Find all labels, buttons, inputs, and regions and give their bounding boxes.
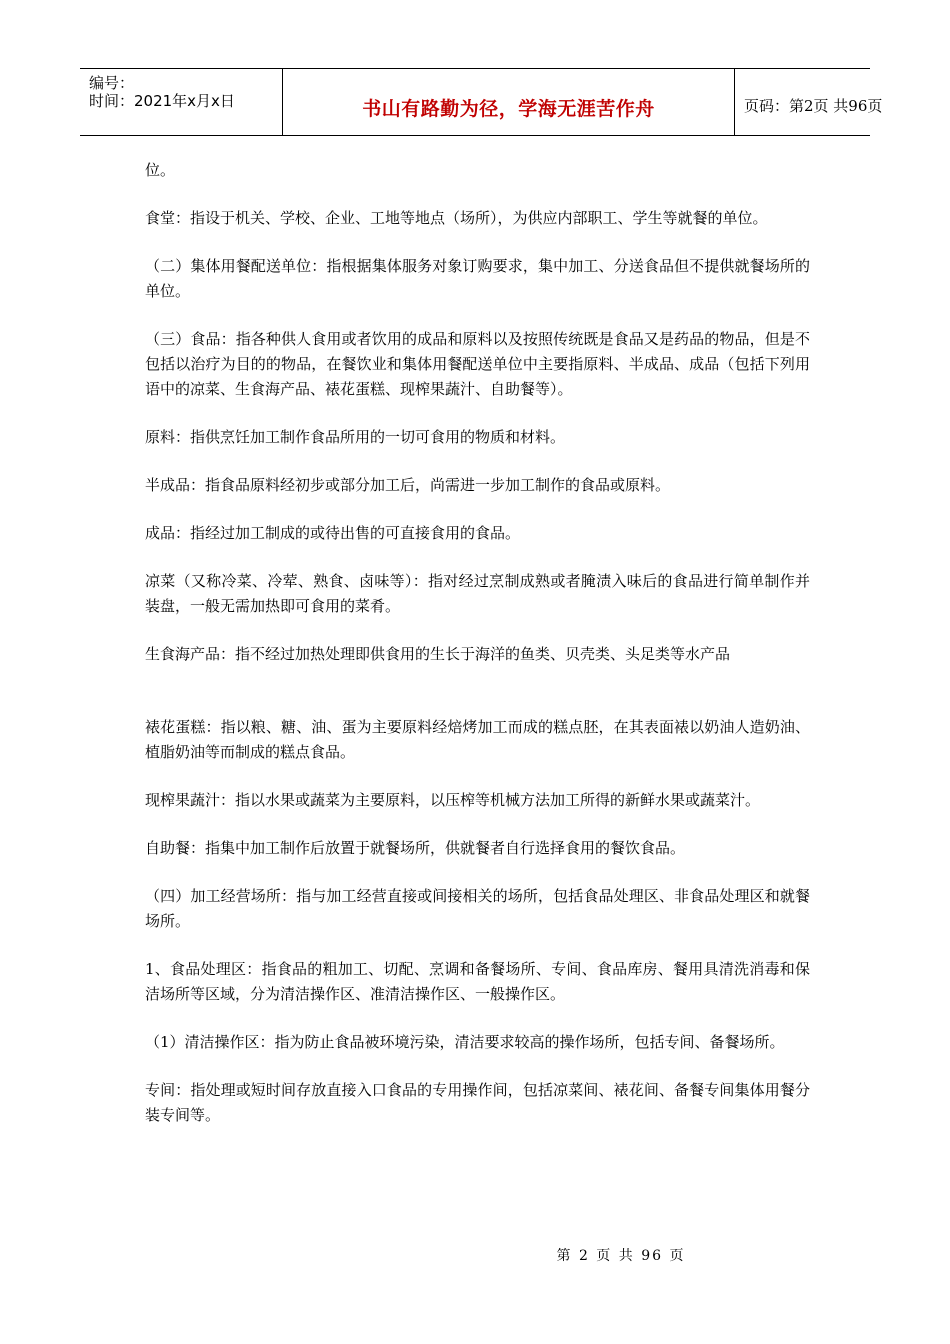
paragraph: 现榨果蔬汁：指以水果或蔬菜为主要原料，以压榨等机械方法加工所得的新鲜水果或蔬菜汁。 <box>145 791 761 809</box>
paragraph: 生食海产品：指不经过加热处理即供食用的生长于海洋的鱼类、贝壳类、头足类等水产品 <box>145 645 731 663</box>
paragraph: 食堂：指设于机关、学校、企业、工地等地点（场所），为供应内部职工、学生等就餐的单位。 <box>145 209 768 227</box>
header-motto: 书山有路勤为径，学海无涯苦作舟 <box>362 98 655 120</box>
document-code-label: 编号： <box>89 74 135 92</box>
header-motto-cell <box>283 69 735 135</box>
paragraph: 自助餐：指集中加工制作后放置于就餐场所，供就餐者自行选择食用的餐饮食品。 <box>145 839 686 857</box>
document-date: 时间：2021年x月x日 <box>89 92 235 110</box>
paragraph: 裱花蛋糕：指以粮、糖、油、蛋为主要原料经焙烤加工而成的糕点胚，在其表面裱以奶油人造奶油、植脂奶油等而制成的糕点食品。 <box>145 718 810 761</box>
paragraph: （三）食品：指各种供人食用或者饮用的成品和原料以及按照传统既是食品又是药品的物品，但是不包括以治疗为目的的物品，在餐饮业和集体用餐配送单位中主要指原料、半成品、成品（包括下列用语中的凉菜、生食海产品、裱花蛋糕、现榨果蔬汁、自助餐等）。 <box>145 330 810 398</box>
page-header <box>80 68 883 136</box>
paragraph: 专间：指处理或短时间存放直接入口食品的专用操作间，包括凉菜间、裱花间、备餐专间集体用餐分装专间等。 <box>145 1081 810 1124</box>
paragraph: （四）加工经营场所：指与加工经营直接或间接相关的场所，包括食品处理区、非食品处理区和就餐场所。 <box>145 887 810 930</box>
header-page-info: 页码：第2页 共96页 <box>744 97 883 115</box>
paragraph: 成品：指经过加工制成的或待出售的可直接食用的食品。 <box>145 524 521 542</box>
paragraph: （二）集体用餐配送单位：指根据集体服务对象订购要求，集中加工、分送食品但不提供就餐场所的单位。 <box>145 257 810 300</box>
header-page-cell <box>735 69 883 135</box>
header-meta-cell <box>80 69 283 135</box>
paragraph: 半成品：指食品原料经初步或部分加工后，尚需进一步加工制作的食品或原料。 <box>145 476 671 494</box>
paragraph: 原料：指供烹饪加工制作食品所用的一切可食用的物质和材料。 <box>145 428 566 446</box>
paragraph: 位。 <box>145 161 176 179</box>
paragraph: （1）清洁操作区：指为防止食品被环境污染，清洁要求较高的操作场所，包括专间、备餐场所。 <box>145 1033 785 1051</box>
paragraph: 1、食品处理区：指食品的粗加工、切配、烹调和备餐场所、专间、食品库房、餐用具清洗消毒和保洁场所等区域，分为清洁操作区、准清洁操作区、一般操作区。 <box>145 960 810 1003</box>
paragraph: 凉菜（又称冷菜、冷荤、熟食、卤味等）：指对经过烹制成熟或者腌渍入味后的食品进行简单制作并装盘，一般无需加热即可食用的菜肴。 <box>145 572 810 615</box>
footer-page-number: 第 2 页 共 96 页 <box>556 1248 686 1264</box>
page-footer <box>0 1245 950 1265</box>
document-body <box>145 158 810 1151</box>
